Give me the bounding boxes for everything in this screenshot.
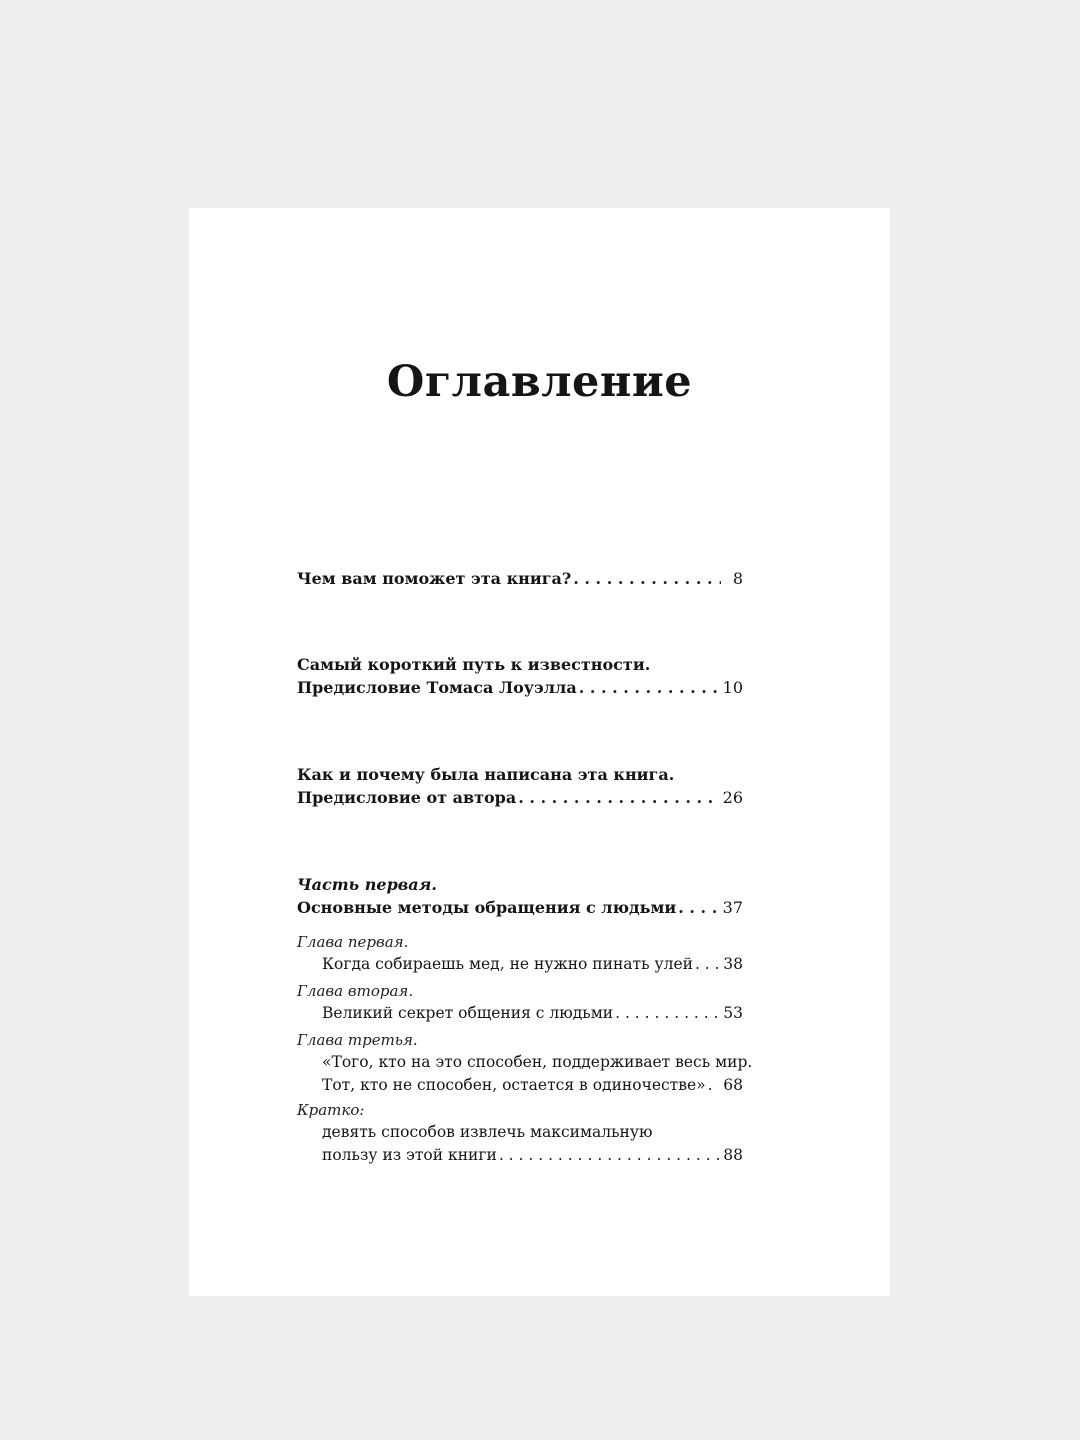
toc-page-number: 26 [722, 788, 743, 807]
toc-entry-author-foreword [297, 763, 743, 809]
toc-part-one [297, 873, 743, 919]
toc-line [297, 763, 743, 786]
chapter-label: Кратко: [297, 1101, 365, 1119]
page-title: Оглавление [386, 357, 693, 407]
dot-leader [499, 1144, 719, 1167]
toc-line [297, 676, 743, 699]
toc-chapter-two [297, 981, 743, 1025]
chapter-label: Глава вторая. [297, 982, 414, 1000]
book-page [189, 208, 890, 1296]
toc-page-number: 37 [722, 898, 743, 917]
toc-entry-intro [297, 567, 743, 590]
toc-entry-subtitle: Предисловие Томаса Лоуэлла [297, 678, 577, 697]
toc-entry-title: «Того, кто на это способен, поддерживает весь мир. [322, 1053, 753, 1071]
toc-line [297, 953, 743, 976]
toc-entry-subtitle: Тот, кто не способен, остается в одиночестве» [322, 1076, 706, 1094]
toc-page-number: 38 [723, 955, 743, 973]
toc-entry-subtitle: пользу из этой книги [322, 1146, 497, 1164]
toc-part-label [297, 873, 743, 896]
dot-leader [573, 567, 721, 590]
toc-line [297, 1002, 743, 1025]
toc-line [297, 1121, 743, 1144]
toc-chapter-three [297, 1030, 753, 1097]
toc-entry-title: Когда собираешь мед, не нужно пинать улей [322, 955, 693, 973]
toc-page-number: 53 [723, 1004, 743, 1022]
toc-page-number: 10 [722, 678, 743, 697]
dot-leader [579, 676, 719, 699]
dot-leader [615, 1002, 719, 1025]
toc-page-number: 68 [723, 1076, 743, 1094]
toc-line [297, 653, 743, 676]
toc-line [297, 786, 743, 809]
toc-line [297, 1051, 753, 1074]
toc-entry-subtitle: Предисловие от автора [297, 788, 517, 807]
toc-entry-title: девять способов извлечь максимальную [322, 1123, 653, 1141]
toc-line [297, 1144, 743, 1167]
toc-entry-title: Основные методы обращения с людьми [297, 898, 677, 917]
dot-leader [695, 953, 719, 976]
toc-line [297, 1074, 743, 1097]
toc-page-number: 88 [723, 1146, 743, 1164]
toc-entry-title: Как и почему была написана эта книга. [297, 765, 675, 784]
dot-leader [708, 1074, 720, 1097]
toc-chapter-one [297, 932, 743, 976]
chapter-label: Глава первая. [297, 933, 409, 951]
part-label-text: Часть первая. [297, 875, 437, 894]
toc-line [297, 896, 743, 919]
toc-entry-title: Самый короткий путь к известности. [297, 655, 651, 674]
toc-line [297, 567, 743, 590]
toc-entry-title: Великий секрет общения с людьми [322, 1004, 614, 1022]
chapter-label: Глава третья. [297, 1031, 418, 1049]
dot-leader [678, 896, 718, 919]
toc-page-number: 8 [732, 569, 743, 588]
toc-summary [297, 1100, 743, 1167]
toc-entry-foreword-lowell [297, 653, 743, 699]
dot-leader [518, 786, 718, 809]
toc-entry-title: Чем вам поможет эта книга? [297, 569, 572, 588]
